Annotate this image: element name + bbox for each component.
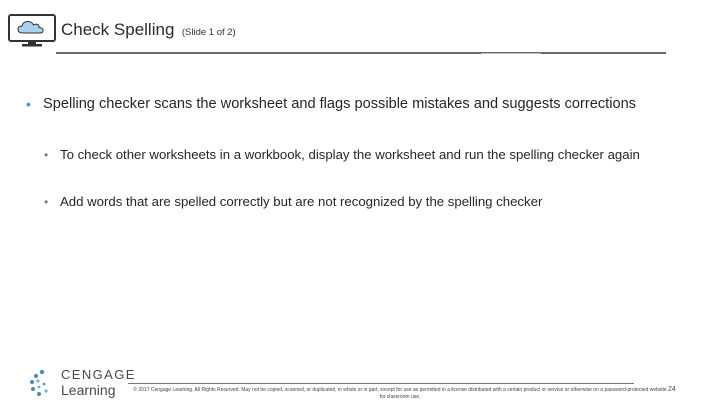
cengage-logo-icon [28,369,54,397]
footer-divider [128,383,634,384]
bullet-dot-icon: • [44,195,49,209]
bullet-dot-icon: • [26,96,31,112]
sub-bullet [44,192,694,212]
sub-bullet [44,145,694,165]
logo-word-cengage: CENGAGE [61,367,136,382]
bullet-dot-icon: • [44,148,49,162]
sub-bullet-text: To check other worksheets in a workbook, display the worksheet and run the spelling checker again [60,147,640,162]
sub-bullet-text: Add words that are spelled correctly but are not recognized by the spelling checker [60,194,543,209]
copyright-notice: © 2017 Cengage Learning. All Rights Reserved. May not be copied, scanned, or duplicated, in whole or in part, except for use as permitted in a license distributed with a certain product or service or otherwise on a password-protected website for classroom use. [133,387,667,400]
bullet-main [26,94,696,115]
slide-counter: (Slide 1 of 2) [181,27,236,38]
title-divider [56,52,666,54]
bullet-main-text: Spelling checker scans the worksheet and flags possible mistakes and suggests corrections [43,96,636,112]
logo-word-learning: Learning [61,382,116,398]
cengage-logo [28,365,138,401]
title-text: Check Spelling [61,20,175,39]
monitor-cloud-icon [8,14,56,48]
page-number: 24 [668,386,676,393]
slide-title [61,20,236,40]
